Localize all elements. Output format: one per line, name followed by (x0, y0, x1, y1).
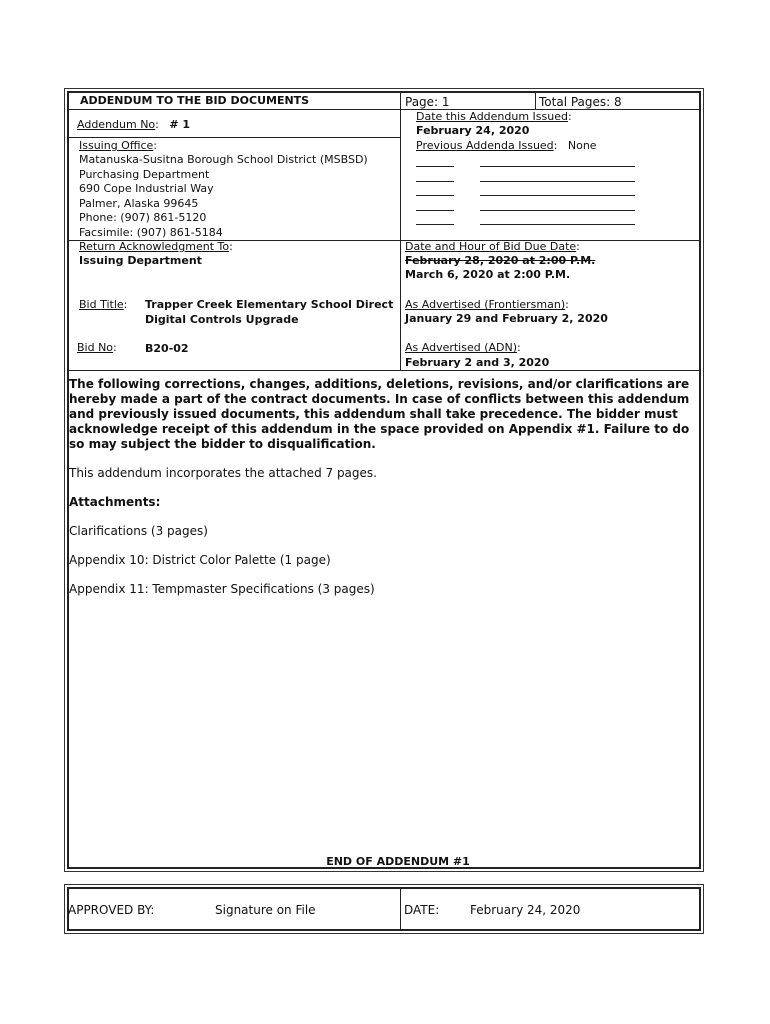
approval-divider (400, 887, 401, 931)
advertised-frontiersman-field: As Advertised (Frontiersman): (405, 298, 569, 311)
return-ack-field: Return Acknowledgment To: (79, 240, 233, 253)
bid-no-label: Bid No (77, 341, 114, 354)
previous-addenda-blanks (416, 155, 635, 228)
attachment-item: Appendix 11: Tempmaster Specifications (3 pages) (69, 582, 375, 596)
bid-due-field: Date and Hour of Bid Due Date: (405, 240, 580, 253)
column-divider-lower (400, 240, 401, 370)
bid-title-field: Bid Title: (79, 298, 128, 311)
advertised-adn-field: As Advertised (ADN): (405, 341, 521, 354)
issuing-office-field: Issuing Office: (79, 139, 158, 152)
notice-paragraph: The following corrections, changes, additions, deletions, revisions, and/or clarifications are hereby made a part of the contract documents. In case of conflicts between this addendum and previously issued documents, this addendum shall take precedence. The bidder must acknowledge receipt of this addendum in the space provided on Appendix #1. Failure to do so may subject the bidder to disqualification. (69, 377, 690, 451)
return-ack-label: Return Acknowledgment To (79, 240, 230, 253)
address-line: Purchasing Department (79, 167, 210, 181)
bid-title-line: Trapper Creek Elementary School Direct (145, 298, 394, 311)
bid-title-line: Digital Controls Upgrade (145, 312, 299, 326)
addendum-rule (67, 137, 400, 138)
address-line: Matanuska-Susitna Borough School District (MSBSD) (79, 153, 368, 166)
blank-row (416, 213, 635, 228)
attachment-item: Appendix 10: District Color Palette (1 page) (69, 553, 331, 567)
address-line: Palmer, Alaska 99645 (79, 196, 199, 210)
advertised-frontiersman-label: As Advertised (Frontiersman) (405, 298, 566, 311)
blank-row (416, 184, 635, 199)
attachments-heading: Attachments: (69, 495, 161, 509)
header-rule (67, 109, 701, 110)
bid-title-label: Bid Title (79, 298, 124, 311)
approval-inner-border (67, 887, 701, 931)
address-line: Facsimile: (907) 861-5184 (79, 225, 223, 239)
approval-date-label: DATE: (404, 903, 440, 917)
date-issued-value: February 24, 2020 (416, 124, 530, 137)
bid-no-field: Bid No: (77, 341, 117, 354)
approved-by-label: APPROVED BY: (68, 903, 155, 917)
bid-no-value: B20-02 (145, 342, 189, 355)
previous-addenda-field: Previous Addenda Issued: None (416, 139, 597, 152)
info-rule (67, 370, 701, 371)
issuing-office-address (79, 153, 368, 240)
issuing-office-label: Issuing Office (79, 139, 154, 152)
bid-due-label: Date and Hour of Bid Due Date (405, 240, 577, 253)
advertised-frontiersman-value: January 29 and February 2, 2020 (405, 312, 608, 325)
blank-row (416, 155, 635, 170)
blank-row (416, 170, 635, 185)
date-issued-label: Date this Addendum Issued (416, 110, 568, 123)
column-divider (400, 91, 401, 241)
bid-due-new-value: March 6, 2020 at 2:00 P.M. (405, 268, 571, 281)
addendum-no-value: # 1 (169, 118, 191, 131)
advertised-adn-label: As Advertised (ADN) (405, 341, 518, 354)
blank-row (416, 199, 635, 214)
bid-title-value (145, 298, 393, 327)
page-divider (535, 91, 536, 109)
previous-addenda-value: None (567, 139, 597, 152)
return-ack-value: Issuing Department (79, 254, 202, 267)
bid-due-old-value: February 28, 2020 at 2:00 P.M. (405, 254, 596, 267)
previous-addenda-label: Previous Addenda Issued (416, 139, 554, 152)
approved-by-value: Signature on File (215, 903, 316, 917)
form-title: ADDENDUM TO THE BID DOCUMENTS (80, 94, 310, 107)
incorporates-text: This addendum incorporates the attached 7 pages. (69, 466, 377, 480)
advertised-adn-value: February 2 and 3, 2020 (405, 356, 550, 369)
addendum-no-field: Addendum No: # 1 (77, 118, 191, 131)
approval-date-value: February 24, 2020 (470, 903, 581, 917)
address-line: Phone: (907) 861-5120 (79, 211, 207, 224)
addendum-no-label: Addendum No (77, 118, 156, 131)
end-of-addendum: END OF ADDENDUM #1 (326, 855, 470, 868)
address-line: 690 Cope Industrial Way (79, 182, 214, 195)
attachment-item: Clarifications (3 pages) (69, 524, 208, 538)
date-issued-field: Date this Addendum Issued: (416, 110, 572, 123)
page-number: Page: 1 (405, 95, 450, 109)
total-pages: Total Pages: 8 (539, 95, 622, 109)
